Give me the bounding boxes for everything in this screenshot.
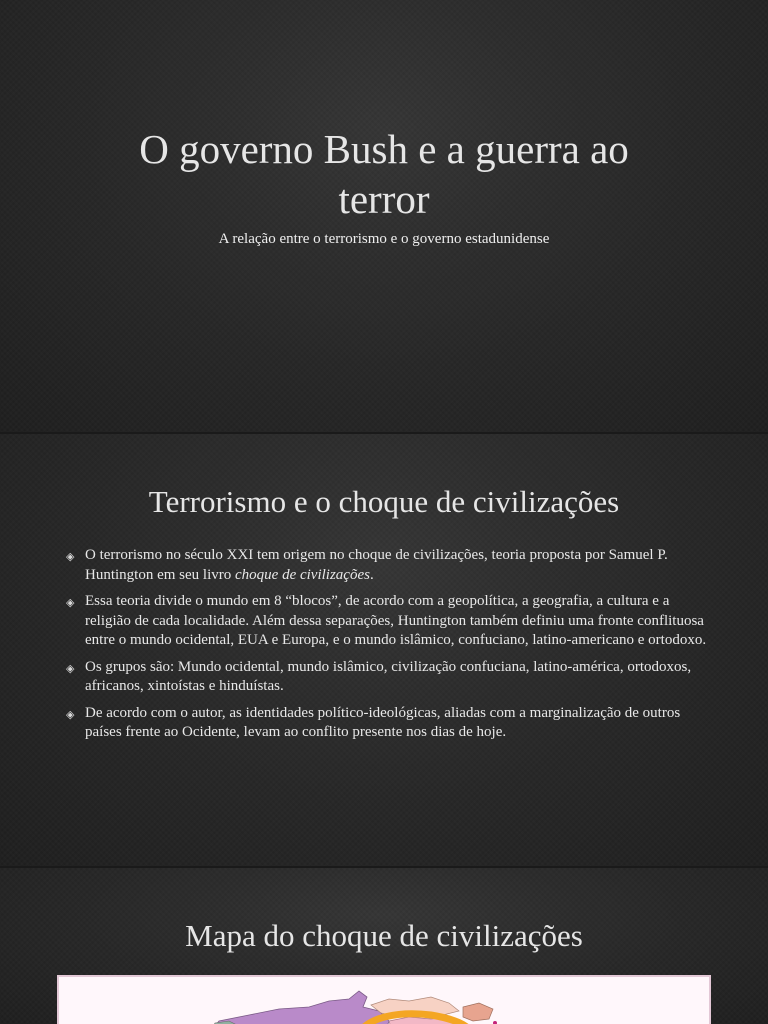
slide-heading: Terrorismo e o choque de civilizações [148, 484, 620, 519]
bullet-list [66, 546, 714, 750]
bullet-item [66, 546, 714, 585]
presentation-title: O governo Bush e a guerra ao terror [139, 126, 629, 222]
map-region-orthodox [209, 991, 389, 1024]
content-slide [0, 434, 768, 866]
world-map-image [59, 977, 709, 1024]
bullet-text: O terrorismo no século XXI tem origem no choque de civilizações, teoria proposta por Samuel P. Huntington em seu livro [85, 547, 668, 583]
map-slide [0, 868, 768, 1024]
title-slide [0, 0, 768, 432]
presentation-subtitle: A relação entre o terrorismo e o governo estadunidense [218, 231, 550, 247]
diamond-bullet-icon: ◈ [66, 596, 75, 609]
diamond-bullet-icon: ◈ [66, 550, 75, 563]
bullet-text-end: . [369, 566, 374, 583]
bullet-text: Essa teoria divide o mundo em 8 “blocos”, de acordo com a geopolítica, a geografia, a cultura e a religião de cada localidade. Além dessa separações, Huntington também definiu uma fronte conflituosa entre o mundo ocidental, EUA e Europa, e o mundo islâmico, confuciano, latino-americano e ortodoxo. [85, 593, 707, 648]
book-title: choque de civilizações [235, 566, 370, 583]
bullet-item [66, 592, 714, 651]
diamond-bullet-icon: ◈ [66, 707, 75, 721]
diamond-bullet-icon: ◈ [66, 661, 75, 675]
map-region-east [463, 1003, 493, 1021]
bullet-item [66, 658, 714, 697]
bullet-text: De acordo com o autor, as identidades político-ideológicas, aliadas com a marginalização de outros países frente ao Ocidente, levam ao conflito presente nos dias de hoje. [85, 704, 681, 740]
civilizations-map [57, 975, 711, 1024]
bullet-item [66, 704, 714, 743]
slide-heading: Mapa do choque de civilizações [185, 918, 583, 953]
bullet-text: Os grupos são: Mundo ocidental, mundo islâmico, civilização confuciana, latino-américa, ortodoxos, africanos, xintoístas e hinduístas. [85, 658, 692, 694]
